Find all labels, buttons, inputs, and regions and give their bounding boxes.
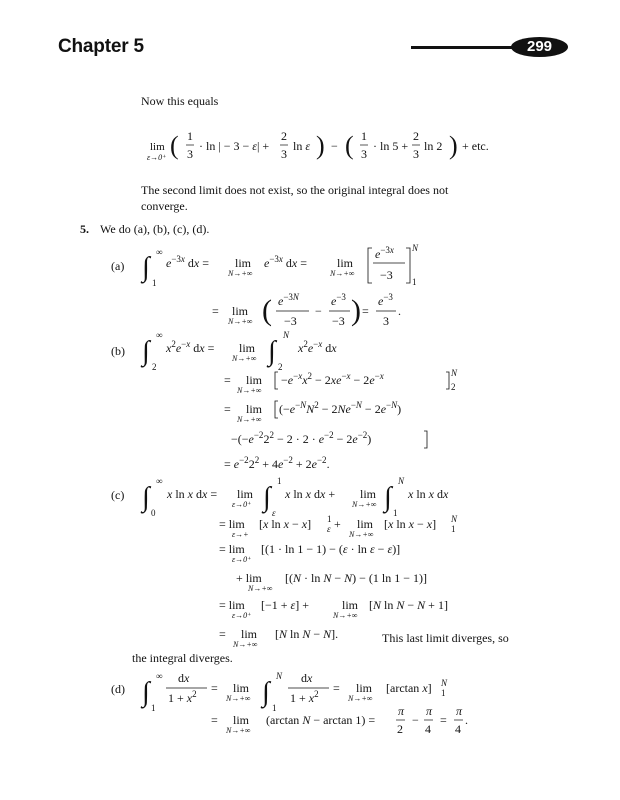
svg-text:[N ln N − N + 1]: [N ln N − N + 1] bbox=[369, 598, 448, 612]
svg-text:N→+∞: N→+∞ bbox=[232, 354, 257, 363]
page-number-badge: 299 bbox=[511, 37, 568, 57]
svg-text:dx: dx bbox=[178, 671, 190, 685]
svg-text:3: 3 bbox=[281, 147, 287, 161]
svg-text:ln 2: ln 2 bbox=[424, 139, 443, 153]
svg-text:N→+∞: N→+∞ bbox=[228, 317, 253, 326]
svg-text:lim: lim bbox=[342, 598, 359, 612]
svg-text:∫: ∫ bbox=[263, 482, 271, 513]
svg-text:N: N bbox=[451, 514, 458, 524]
svg-text:ε→0⁺: ε→0⁺ bbox=[147, 153, 167, 162]
svg-text:· ln 5 +: · ln 5 + bbox=[373, 139, 409, 153]
svg-text:[x ln x − x]: [x ln x − x] bbox=[259, 517, 312, 531]
svg-text:N→+∞: N→+∞ bbox=[248, 584, 273, 593]
svg-text:N→+∞: N→+∞ bbox=[333, 611, 358, 620]
svg-text:lim: lim bbox=[232, 304, 249, 318]
svg-text:1: 1 bbox=[412, 277, 417, 287]
svg-text:= e−222 + 4e−2 + 2e−2.: = $e^{-2}2^2 + 4e^{-2} + 2e^{-2}$. bbox=[224, 455, 330, 471]
svg-text:[(1 · ln 1 − 1) − (ε · ln ε −: [(1 · ln 1 − 1) − (ε · ln ε − ε)] bbox=[261, 542, 401, 556]
svg-text:lim: lim bbox=[235, 256, 252, 270]
svg-text:N: N bbox=[276, 671, 283, 681]
part-d-label: (d) bbox=[111, 682, 125, 696]
svg-text:=: = bbox=[440, 713, 447, 727]
svg-text:2: 2 bbox=[397, 722, 403, 736]
svg-text:ε: ε bbox=[272, 508, 276, 518]
svg-text:ε→+: ε→+ bbox=[232, 530, 249, 539]
chapter-title: Chapter 5 bbox=[58, 36, 144, 57]
svg-text:lim: lim bbox=[237, 487, 254, 501]
svg-text:3: 3 bbox=[383, 314, 389, 328]
svg-text:lim: lim bbox=[357, 517, 374, 531]
intro-text: Now this equals bbox=[141, 94, 219, 108]
svg-text:dx: dx bbox=[301, 671, 313, 685]
svg-text:1 + x2: $1 + x^2$ bbox=[168, 689, 197, 705]
svg-text:N: N bbox=[283, 330, 290, 340]
svg-text:−3: −3 bbox=[332, 314, 345, 328]
svg-text:1: 1 bbox=[327, 514, 332, 524]
svg-text:e−3x dx =: $e^{-3x}$ dx = bbox=[264, 254, 308, 270]
svg-text:(−e−NN2 − 2Ne−N − 2e−N): $(-e^{-N}N^2 - 2Ne^{-N} - 2e^{-N})$ bbox=[279, 400, 402, 416]
svg-text:lim: lim bbox=[233, 713, 250, 727]
svg-text:lim: lim bbox=[246, 373, 263, 387]
svg-text:=: = bbox=[211, 681, 218, 695]
svg-text:= lim: = lim bbox=[219, 517, 245, 531]
svg-text:−: − bbox=[412, 713, 419, 727]
part-a-label: (a) bbox=[111, 259, 125, 273]
svg-text:(: ( bbox=[345, 131, 354, 160]
svg-text:3: 3 bbox=[361, 147, 367, 161]
svg-text:2: 2 bbox=[451, 382, 456, 392]
svg-text:∫: ∫ bbox=[142, 677, 150, 708]
svg-text:ε→0⁺: ε→0⁺ bbox=[232, 500, 252, 509]
svg-text:N→+∞: N→+∞ bbox=[348, 694, 373, 703]
svg-text:e−3N: $e^{-3N}$ bbox=[278, 292, 299, 308]
svg-text:−: − bbox=[331, 139, 338, 153]
part-c-conclusion: the integral diverges. bbox=[132, 651, 233, 665]
svg-text:[−1 + ε] +: [−1 + ε] + bbox=[261, 598, 310, 612]
svg-text:2: 2 bbox=[281, 129, 287, 143]
svg-text:lim: lim bbox=[239, 341, 256, 355]
svg-text:3: 3 bbox=[187, 147, 193, 161]
svg-text:+ lim: + lim bbox=[236, 571, 262, 585]
svg-text:lim: lim bbox=[360, 487, 377, 501]
svg-text:x ln x dx =: x ln x dx = bbox=[167, 487, 218, 501]
svg-text:π: π bbox=[456, 704, 463, 718]
svg-text:N→+∞: N→+∞ bbox=[233, 640, 258, 649]
svg-text:+: + bbox=[334, 517, 341, 531]
svg-text:=: = bbox=[333, 681, 340, 695]
svg-text:=: = bbox=[212, 304, 219, 318]
svg-text:.: . bbox=[398, 304, 401, 318]
part-d-math bbox=[140, 671, 468, 736]
svg-text:+ etc.: + etc. bbox=[462, 139, 489, 153]
svg-text:N→+∞: N→+∞ bbox=[352, 500, 377, 509]
svg-text:∞: ∞ bbox=[156, 476, 163, 486]
svg-text:(: ( bbox=[170, 131, 179, 160]
svg-text:2: 2 bbox=[152, 362, 157, 372]
svg-text:(arctan N − arctan 1) =: (arctan N − arctan 1) = bbox=[266, 713, 376, 727]
conclusion-line-2: converge. bbox=[141, 199, 188, 213]
svg-text:1: 1 bbox=[393, 508, 398, 518]
svg-text:1: 1 bbox=[187, 129, 193, 143]
svg-text:−(−e−222 − 2 · 2 · e−2 − 2e−2): $-(-e^{-2}2^2 - 2 \cdot 2 \cdot e^{-2} - 2e^{-2})$ bbox=[231, 430, 372, 446]
part-b-math bbox=[140, 330, 458, 471]
conclusion-line-1: The second limit does not exist, so the original integral does not bbox=[141, 183, 449, 197]
svg-text:∞: ∞ bbox=[156, 671, 163, 681]
svg-text:2: 2 bbox=[413, 129, 419, 143]
svg-text:lim: lim bbox=[356, 681, 373, 695]
svg-text:ε→0⁺: ε→0⁺ bbox=[232, 611, 252, 620]
svg-text:∞: ∞ bbox=[156, 247, 163, 257]
svg-text:1: 1 bbox=[277, 476, 282, 486]
svg-text:x ln x dx +: x ln x dx + bbox=[285, 487, 336, 501]
svg-text:−e−xx2 − 2xe−x − 2e−x: $-e^{-x}x^2 - 2xe^{-x} - 2e^{-x}$ bbox=[281, 371, 384, 387]
svg-text:1: 1 bbox=[151, 703, 156, 713]
svg-text:1: 1 bbox=[441, 688, 446, 698]
svg-text:lim: lim bbox=[150, 141, 165, 153]
svg-text:1: 1 bbox=[152, 278, 157, 288]
svg-text:lim: lim bbox=[246, 402, 263, 416]
svg-text:−3: −3 bbox=[380, 268, 393, 282]
svg-text:π: π bbox=[398, 704, 405, 718]
part-a-math bbox=[140, 243, 419, 328]
svg-text:N: N bbox=[441, 678, 448, 688]
svg-text:): ) bbox=[449, 131, 458, 160]
svg-text:−: − bbox=[315, 304, 322, 318]
svg-text:N→+∞: N→+∞ bbox=[237, 386, 262, 395]
svg-text:∫: ∫ bbox=[262, 677, 270, 708]
svg-text:2: 2 bbox=[278, 362, 283, 372]
svg-text:[arctan x]: [arctan x] bbox=[386, 681, 432, 695]
svg-text:=: = bbox=[224, 373, 231, 387]
svg-text:e−3x dx =: $e^{-3x}$ dx = bbox=[166, 254, 210, 270]
svg-text:[x ln x − x]: [x ln x − x] bbox=[384, 517, 437, 531]
svg-text:ε→0⁺: ε→0⁺ bbox=[232, 555, 252, 564]
svg-text:π: π bbox=[426, 704, 433, 718]
svg-text:= lim: = lim bbox=[219, 542, 245, 556]
svg-text:4: 4 bbox=[425, 722, 431, 736]
svg-text:∫: ∫ bbox=[384, 482, 392, 513]
part-c-math bbox=[140, 476, 458, 649]
svg-text:[N ln N − N].: [N ln N − N]. bbox=[275, 627, 339, 641]
svg-text:∞: ∞ bbox=[156, 330, 163, 340]
part-b-label: (b) bbox=[111, 344, 125, 358]
svg-text:N→+∞: N→+∞ bbox=[226, 726, 251, 735]
svg-text:N→+∞: N→+∞ bbox=[237, 415, 262, 424]
svg-text:.: . bbox=[465, 713, 468, 727]
svg-text:): ) bbox=[316, 131, 325, 160]
svg-text:∫: ∫ bbox=[268, 336, 276, 367]
svg-text:x ln x dx: x ln x dx bbox=[408, 487, 449, 501]
svg-text:· ln | − 3 − ε| +: · ln | − 3 − ε| + bbox=[199, 139, 270, 153]
svg-text:N: N bbox=[398, 476, 405, 486]
svg-text:∫: ∫ bbox=[142, 336, 150, 367]
svg-text:∫: ∫ bbox=[142, 252, 150, 283]
svg-text:=: = bbox=[362, 304, 369, 318]
svg-text:4: 4 bbox=[455, 722, 461, 736]
svg-text:N→+∞: N→+∞ bbox=[330, 269, 355, 278]
part-c-note: This last limit diverges, so bbox=[382, 631, 509, 645]
svg-text:e−3: $e^{-3}$ bbox=[378, 292, 393, 308]
svg-text:lim: lim bbox=[233, 681, 250, 695]
svg-text:lim: lim bbox=[241, 627, 258, 641]
svg-text:=: = bbox=[219, 627, 226, 641]
svg-text:−3: −3 bbox=[284, 314, 297, 328]
svg-text:∫: ∫ bbox=[142, 482, 150, 513]
svg-text:0: 0 bbox=[151, 508, 156, 518]
part-c-label: (c) bbox=[111, 488, 125, 502]
svg-text:1: 1 bbox=[451, 524, 456, 534]
svg-text:ε: ε bbox=[327, 524, 331, 534]
intro-expression bbox=[147, 129, 489, 162]
svg-text:=: = bbox=[211, 713, 218, 727]
problem-intro: We do (a), (b), (c), (d). bbox=[100, 222, 210, 236]
svg-text:N→+∞: N→+∞ bbox=[226, 694, 251, 703]
svg-text:e−3x: $e^{-3x}$ bbox=[375, 245, 394, 261]
svg-text:N→+∞: N→+∞ bbox=[228, 269, 253, 278]
svg-text:N→+∞: N→+∞ bbox=[349, 530, 374, 539]
svg-text:): ) bbox=[351, 294, 361, 327]
svg-text:ln ε: ln ε bbox=[293, 139, 311, 153]
svg-text:N: N bbox=[412, 243, 419, 253]
svg-text:x2e−x dx =: $x^2e^{-x}$ dx = bbox=[166, 339, 215, 355]
svg-text:3: 3 bbox=[413, 147, 419, 161]
svg-text:=: = bbox=[224, 402, 231, 416]
svg-text:= lim: = lim bbox=[219, 598, 245, 612]
svg-text:N: N bbox=[451, 368, 458, 378]
svg-text:lim: lim bbox=[337, 256, 354, 270]
svg-text:e−3: $e^{-3}$ bbox=[331, 292, 346, 308]
svg-text:x2e−x dx: $x^2e^{-x}$ dx bbox=[298, 339, 337, 355]
svg-text:1 + x2: $1 + x^2$ bbox=[290, 689, 319, 705]
svg-text:1: 1 bbox=[361, 129, 367, 143]
problem-number: 5. bbox=[80, 222, 89, 236]
svg-text:1: 1 bbox=[272, 703, 277, 713]
svg-text:(: ( bbox=[262, 294, 272, 327]
svg-text:[(N · ln N − N) − (1 ln 1 − 1): [(N · ln N − N) − (1 ln 1 − 1)] bbox=[285, 571, 428, 585]
